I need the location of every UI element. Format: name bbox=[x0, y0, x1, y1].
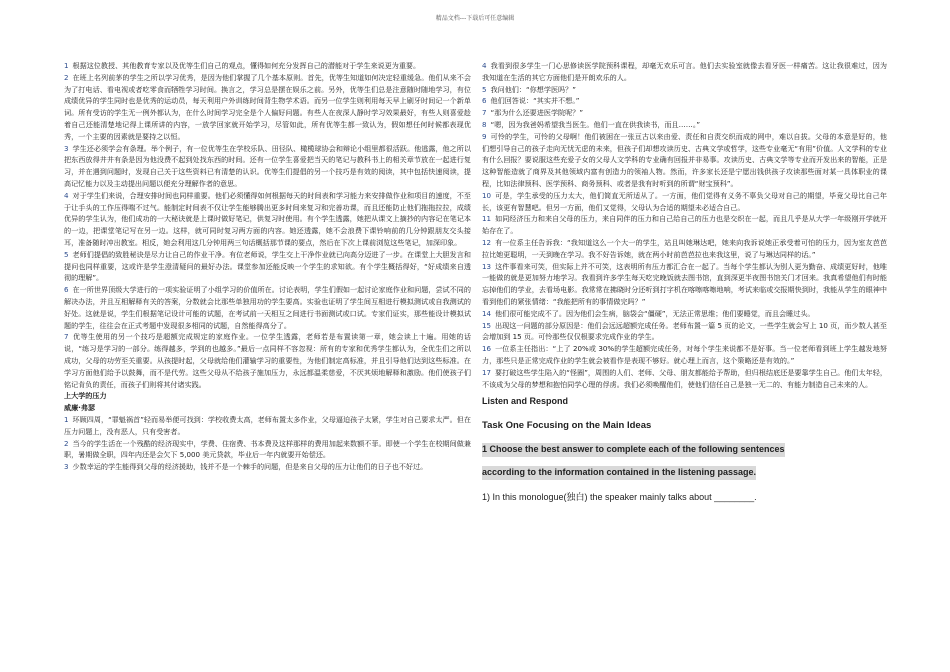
paragraph bbox=[482, 367, 887, 391]
paragraph-text: 如同经济压力和来自父母的压力，来自同伴的压力和自己给自己的压力也是交织在一起，而且几乎是从大学一年级刚开学就开始存在了。 bbox=[482, 214, 887, 236]
essay-paragraphs bbox=[64, 60, 471, 390]
paragraph bbox=[64, 249, 471, 284]
paragraph-text: 可是，学生承受的压力太大，他们简直无所适从了。一方面，他们觉得有义务不辜负父母对自己的期望，毕竟父母比自己年长，该更有智慧吧。但另一方面，他们又觉得，父母认为合适的期望未必适合自己。 bbox=[482, 190, 887, 212]
paragraph-text: 我问他们：“你想学医吗？” bbox=[490, 84, 576, 94]
task-heading: Task One Focusing on the Main Ideas bbox=[482, 420, 652, 432]
paragraph bbox=[482, 343, 887, 367]
paragraph-text: 这件事看来可笑，但实际上并不可笑，这表明所有压力都汇合在一起了。当每个学生都认为别人更为勤奋、成绩更好时，他唯一能做的就是更加努力地学习。我看到许多学生每天吃完晚饭就去图书馆，直到深更半夜图书馆关门才回来。我真希望他们有时能忘掉他们的学业，去看场电影。我常常在拂晓时分还听到打字机在喀嚓喀嚓地响，考试来临或交报期快到时，我能从学生的眼神中看到他们的紧张情绪：“我能把所有的事情做完吗？” bbox=[482, 261, 887, 306]
paragraph-text: 优等生使用的另一个技巧是超额完成规定的家庭作业。一位学生透露，老师若是布置读第一章，她会读上十遍。用她的话说，“练习是学习的一部分。练得越多，学到的也越多。”最后一点同样不容忽视：所有的专家和优秀学生都认为，全优生们之所以成功，父母的功劳至关重要。从孩提时起，父母就给他们灌输学习的重要性，为他们制定高标准，并且引导他们达到这些标准。在学习方面他们给予以鼓舞，而不是代劳。这些父母从不给孩子施加压力，永远都温柔慈爱，不厌其烦地解释和激励。他们使孩子们铭记肯负的责任，而孩子们则将其付诸实践。 bbox=[64, 332, 471, 389]
paragraph-text: 有一位系主任告诉我：“我知道这么一个大一的学生，站且叫她琳达吧，她来向我诉说她正承受着可怕的压力，因为室友芭芭拉比她更聪明，一天到晚在学习。我不好告诉她，就在两小时前芭芭拉也来我这里，说了与琳达同样的话。” bbox=[482, 237, 887, 259]
article-paragraphs bbox=[64, 414, 471, 473]
paragraph-number: 6 bbox=[482, 96, 487, 106]
paragraph-text: 一位系主任指出：“上了 20%或 30%的学生超额完成任务，对每个学生来说都不是好事。当一位老师看到班上学生越发地努力，那些只是正常完成作业的学生就会被看作是表现不够好。就心理上而言，这个策略还是有效的。” bbox=[482, 344, 887, 365]
paragraph bbox=[482, 131, 887, 190]
paragraph-number: 7 bbox=[482, 108, 487, 118]
paragraph-number: 9 bbox=[482, 131, 487, 141]
paragraph-number: 5 bbox=[64, 249, 69, 259]
instruction-line-2: according to the information contained in the listening passage. bbox=[482, 466, 756, 480]
paragraph-text: 我看到很多学生一门心思修读医学院预科课程，却毫无欢乐可言。他们去实验室就像去看牙医一样痛苦。这让我很难过，因为我知道在生活的其它方面他们是开朗欢乐的人。 bbox=[482, 61, 887, 82]
paragraph-number: 11 bbox=[482, 214, 492, 224]
paragraph bbox=[482, 213, 887, 237]
paragraph bbox=[64, 331, 471, 390]
paragraph-number: 16 bbox=[482, 344, 492, 354]
paragraph-number: 6 bbox=[64, 285, 69, 295]
paragraph bbox=[64, 72, 471, 143]
section-heading: Listen and Respond bbox=[482, 396, 569, 407]
paragraph-text: “那为什么还要进医学院呢？” bbox=[490, 108, 583, 118]
paragraph-text: 他们很可能完成不了。因为他们会生病，脑袋会“僵硬”，无法正常思维；他们要睡觉，而且会睡过头。 bbox=[495, 308, 815, 318]
paragraph-number: 4 bbox=[482, 61, 487, 70]
paragraph bbox=[64, 438, 471, 462]
paragraph-number: 8 bbox=[482, 119, 487, 129]
paragraph-number: 12 bbox=[482, 237, 492, 247]
paragraph-number: 7 bbox=[64, 332, 69, 342]
paragraph bbox=[64, 60, 471, 72]
paragraph-number: 17 bbox=[482, 367, 492, 377]
paragraph bbox=[64, 143, 471, 190]
paragraph bbox=[64, 284, 471, 331]
paragraph bbox=[482, 308, 887, 320]
paragraph bbox=[482, 190, 887, 214]
paragraph-number: 5 bbox=[482, 84, 487, 94]
paragraph bbox=[482, 320, 887, 344]
paragraph-number: 3 bbox=[64, 143, 69, 153]
paragraph-number: 2 bbox=[64, 438, 69, 448]
paragraph-number: 1 bbox=[64, 414, 69, 424]
paragraph-text: 可怜的学生，可怜的父母啊！他们被困在一张亘古以来由爱、责任和自责交织而成的网中，难以自拔。父母的本意是好的，他们想引导自己的孩子走向无忧无虑的未来，但孩子们却想攻读历史、古典文学或哲学，这些专业毫无“有用”价值。人文学科的专业有什么回报？要说服这些充爱子女的父母人文学科的专业确有回报并非易事。攻读历史、古典文学等专业而开发出来的智能，正是这种智能造就了商界及其他领域内富有创造力的领袖人物。然而，许多家长还是宁愿出钱供孩子攻读那些面对某一具体职业的课程，比如法律预科、医学预科、商务预科、或者是我有时听到的所谓“财宝预科”。 bbox=[482, 131, 887, 188]
paragraph bbox=[482, 95, 887, 107]
paragraph-text: 环顾四周，“罪魁祸首”轻而易举便可找到：学校收费太高，老师布置太多作业，父母逼迫孩子太紧，学生对自己要求太严。但在压力问题上，没有恶人，只有受害者。 bbox=[64, 414, 471, 436]
paragraph-text: 老师们提倡的致胜秘诀是尽力让自己的作业干净。有位老师说，学生交上干净作业就已向高分迈进了一步。在课堂上大胆发言和提问也同样重要，这或许是学生澄清疑问的最好办法。课堂参加还能反映一个学生的求知欲。有个学生概括得好，“好成绩来自透彻的理解”。 bbox=[64, 249, 471, 283]
paragraph-text: 学生还必须学会有条理。举个例子，有一位优等生在学校乐队、田径队、橄榄球协会和辩论小组里都很活跃。他逃露，他之所以把东西放得井井有条是因为他没费不起到处找东西的时间。还有一位学生喜爱把当天的笔记与教科书上的相关章节放在一起进行复习，并在遇到问题时，发现自己关于这些资料已有清楚的认识。优等生们提倡的另一个技巧是有效的阅读，其中包括快速阅读，提高记忆能力以及主动提出问题以便充分理解作者的意思。 bbox=[64, 143, 471, 188]
instruction-line-1: 1 Choose the best answer to complete each of the following sentences bbox=[482, 443, 785, 457]
paragraph bbox=[482, 84, 887, 96]
paragraph bbox=[64, 414, 471, 438]
paragraph-text: “嗯，因为我爸妈希望我当医生。他们一直在供我读书，而且……。” bbox=[490, 119, 701, 129]
paragraph bbox=[482, 237, 887, 261]
paragraph-text: 根据这位教授、其他教育专家以及优等生们自己的观点，懂得如何充分发挥自己的潜能对于学生来说更为重要。 bbox=[72, 61, 421, 70]
paragraph-number: 14 bbox=[482, 308, 492, 318]
paragraph-number: 15 bbox=[482, 320, 492, 330]
paragraph-number: 1 bbox=[64, 61, 69, 70]
paragraph-number: 3 bbox=[64, 462, 69, 472]
paragraph-text: 对于学生们来说，合理安排时间也同样重要。他们必须懂得如何根据每天的时间表和学习能力来安排做作业和项目的速度，不至于让手头的工作压得喘不过气。能制定时间表不仅让学生能够腾出更多时间来复习和完善功课，而且还能防止他们拖拖拉拉，成绩优异的学生认为，他们成功的一大秘诀就是上课时做好笔记，供复习时使用。有个学生透露，她把从课文上摘抄的内容记在笔记本的一边，把课堂笔记写在另一边。这样，就可同时复习两方面的内容。她还透露，她不会浪费下课铃响前的几分钟跟朋友交头接耳，准备随时冲出教室。相反，她会利用这几分钟用两三句话概括那节课的要点，然后在下次上课前浏览这些笔记，加深印象。 bbox=[64, 190, 471, 247]
paragraph bbox=[482, 60, 887, 84]
paragraph bbox=[64, 461, 471, 473]
question-1: 1) In this monologue(独白) the speaker mainly talks about ________. bbox=[482, 491, 757, 502]
paragraph bbox=[482, 107, 887, 119]
paragraph-text: 在班上名列前茅的学生之所以学习优秀，是因为他们掌握了几个基本原则。首先，优等生知道如何决定轻重缓急。他们从来不会为了打电话、看电视或者吃零食而牺牲学习时间。换言之，学习总是摆在娱乐之前。另外，优等生们总是注意随时随地学习，有位成绩优异的学生同时也是优秀的运动员，每天利用户外训练时间背生物学术语。而另一位学生则利用每天早上刷牙时间记一个新单词。所有受访的学生无一例外都认为，在什么时间学习完全是个人偏好问题。有些人在夜深人静时学习效果最好，有些人则喜爱趁着自己还能清楚地记得上课所讲的内容，一放学回家就开始学习，尽管如此，所有优等生都一致认为，假如想任何时候都表现优秀，一个主要的因素就是要持之以恒。 bbox=[64, 72, 471, 141]
left-column bbox=[64, 60, 471, 473]
paragraph-number: 4 bbox=[64, 190, 69, 200]
paragraph-text: 当今的学生活在一个残酷的经济现实中，学费、住宿费、书本费及这样那样的费用加起来数额不菲。即使一个学生在校期间做兼职，暑期做全职，四年内还是会欠下 5,000 美元贷款，毕业后一年内就要开始偿还。 bbox=[64, 438, 471, 460]
paragraph bbox=[482, 261, 887, 308]
right-column bbox=[482, 60, 887, 504]
paragraph-number: 2 bbox=[64, 72, 69, 82]
paragraph bbox=[482, 119, 887, 131]
paragraph-text: 出现这一问题的部分原因是：他们会远远超额完成任务。老师布置一篇 5 页的论文，一些学生就会写上 10 页，而少数人甚至会增加到 15 页。可怜那些仅仅根要求完成作业的学生。 bbox=[482, 320, 887, 342]
paragraph-text: 少数幸运的学生能得到父母的经济援助，钱并不是一个棘手的问题，但是来自父母的压力让他们的日子也不好过。 bbox=[72, 462, 428, 472]
paragraph bbox=[64, 190, 471, 249]
article-paragraphs-continued bbox=[482, 60, 887, 390]
page-header: 精品文档---下载后可任意编辑 bbox=[435, 15, 515, 22]
paragraph-text: 在一所世界顶级大学进行的一项实验证明了小组学习的价值所在。讨论表明，学生们假如一起讨论家庭作业和问题，尝试不同的解决办法，并且互相解释有关的答案，分数就会比那些单独用功的学生要高。实验也证明了学生间互相进行模拟测试或自我测试的好处。这就是说，学生们根据笔记设计可能的试题，在考试前一天相互之间进行书面测试或口试。专家们证实，那些能设计模拟试题的学生，往往会在正式考题中发现很多相同的试题，自然能得高分了。 bbox=[64, 285, 471, 330]
paragraph-text: 他们回答说：“其实并不想。” bbox=[490, 96, 580, 106]
paragraph-text: 要打破这些学生陷入的“怪圈”，周围的人们、老师、父母、朋友都能给予帮助，但归根结底还是要靠学生自己。他们太年轻，不该成为父母的梦想和抱怕同学心理的俘虏。我们必须唤醒他们，使他们信任自己是独一无二的、有能力制造自己未来的人。 bbox=[482, 367, 887, 389]
paragraph-number: 10 bbox=[482, 190, 492, 200]
paragraph-number: 13 bbox=[482, 261, 492, 271]
article-title: 上大学的压力 bbox=[64, 391, 107, 401]
article-author: 威廉·弗瑟 bbox=[64, 403, 96, 413]
